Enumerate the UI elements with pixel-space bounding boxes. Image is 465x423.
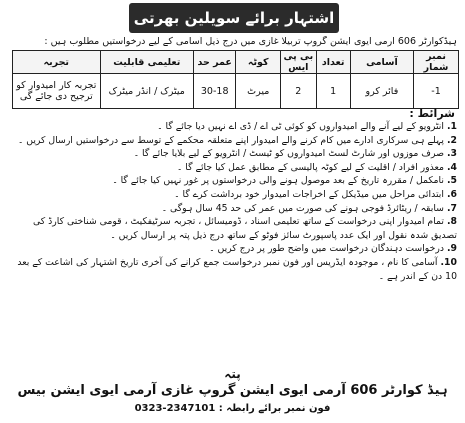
condition-text: آسامی کا نام ، موجودہ ایڈریس اور فون نمبر درخواست جمع کرانے کی آخری تاریخ اشتہار کی اشاعت کے بعد 10 دن کے اندر ہے ۔ <box>17 256 457 282</box>
cell-serial: 1- <box>414 74 459 109</box>
advertisement-page <box>4 3 461 419</box>
condition-text: پہلے ہی سرکاری ادارے میں کام کرنے والے امیدوار اپنے متعلقہ محکمے کے توسط سے درخواستیں ارسال کریں ۔ <box>17 134 444 146</box>
condition-number: 1. <box>446 121 457 132</box>
condition-number: 7. <box>446 202 457 214</box>
list-item <box>5 120 457 134</box>
condition-text: صرف موزوں اور شارٹ لسٹ امیدواروں کو ٹیسٹ / انٹرویو کے لیے بلایا جائے گا ۔ <box>133 148 444 160</box>
header-bps: بی پی ایس <box>281 51 317 74</box>
condition-number: 6. <box>446 188 457 200</box>
header-experience: تجربہ <box>13 51 101 74</box>
condition-text: ابتدائی مراحل میں میڈیکل کے اخراجات امیدوار خود برداشت کرے گا ۔ <box>174 188 444 200</box>
condition-text: سابقہ / ریٹائرڈ فوجی ہونے کی صورت میں عمر کی حد 45 سال ہوگی ۔ <box>161 202 444 214</box>
condition-text: انٹرویو کے لیے آنے والے امیدواروں کو کوئی ٹی اے / ڈی اے نہیں دیا جائے گا ۔ <box>157 121 444 132</box>
ad-title: اشتہار برائے سویلین بھرتی <box>129 3 339 33</box>
cell-post: فائر کرو <box>350 74 413 109</box>
address-text: ہیڈ کوارٹر 606 آرمی ایوی ایشن گروپ غازی آرمی ایوی ایشن بیس <box>17 383 448 398</box>
cell-experience: تجربہ کار امیدوار کو ترجیح دی جائے گی <box>13 74 101 109</box>
condition-text: تمام امیدوار اپنی درخواست کے ساتھ تعلیمی اسناد ، ڈومیسائل ، تجربہ سرٹیفکیٹ ، قومی شناختی کارڈ کی تصدیق شدہ نقول اور ایک عدد پاسپورٹ سائز فوٹو کے ساتھ درج ذیل پتہ پر ارسال کریں ۔ <box>32 216 457 241</box>
cell-qualification: میٹرک / انڈر میٹرک <box>100 74 193 109</box>
condition-number: 9. <box>446 243 457 255</box>
contact-row <box>4 403 461 414</box>
header-serial: نمبر شمار <box>414 51 459 74</box>
header-qualification: تعلیمی قابلیت <box>100 51 193 74</box>
condition-text: معذور افراد / اقلیت کے لیے کوٹہ پالیسی کے مطابق عمل کیا جائے گا ۔ <box>176 161 444 173</box>
condition-number: 3. <box>446 148 457 160</box>
header-age: عمر حد <box>193 51 235 74</box>
condition-text: نامکمل / مقررہ تاریخ کے بعد موصول ہونے والی درخواستوں پر غور نہیں کیا جائے گا ۔ <box>112 175 444 187</box>
condition-number: 10. <box>440 256 457 268</box>
list-item <box>5 147 457 161</box>
condition-number: 2. <box>446 134 457 146</box>
condition-number: 4. <box>446 161 457 173</box>
list-item <box>5 188 457 202</box>
phone-number[interactable]: 0323-2347101 <box>134 403 216 414</box>
condition-number: 8. <box>446 216 457 228</box>
list-item <box>5 256 457 283</box>
posts-table <box>12 50 459 109</box>
cell-age: 30-18 <box>193 74 235 109</box>
header-count: تعداد <box>316 51 350 74</box>
intro-text: ہیڈکوارٹر 606 آرمی ایوی ایشن گروپ تربیلا غازی میں درج ذیل آسامی کے لیے درخواستیں مطلوب ہیں : <box>44 36 457 47</box>
table-row <box>13 74 459 109</box>
list-item <box>5 134 457 148</box>
list-item <box>5 161 457 175</box>
list-item <box>5 242 457 256</box>
cell-quota: میرٹ <box>236 74 281 109</box>
conditions-heading: شرائط : <box>409 107 455 120</box>
condition-number: 5. <box>446 175 457 187</box>
list-item <box>5 215 457 242</box>
conditions-list <box>5 120 457 283</box>
cell-count: 1 <box>316 74 350 109</box>
table-header-row <box>13 51 459 74</box>
list-item <box>5 202 457 216</box>
header-quota: کوٹہ <box>236 51 281 74</box>
cell-bps: 2 <box>281 74 317 109</box>
list-item <box>5 174 457 188</box>
condition-text: درخواست دہندگان درخواست میں واضح طور پر درج کریں ۔ <box>209 243 444 255</box>
phone-label: فون نمبر برائے رابطہ : <box>218 403 331 414</box>
address-heading: پتہ <box>224 367 241 381</box>
header-post: آسامی <box>350 51 413 74</box>
